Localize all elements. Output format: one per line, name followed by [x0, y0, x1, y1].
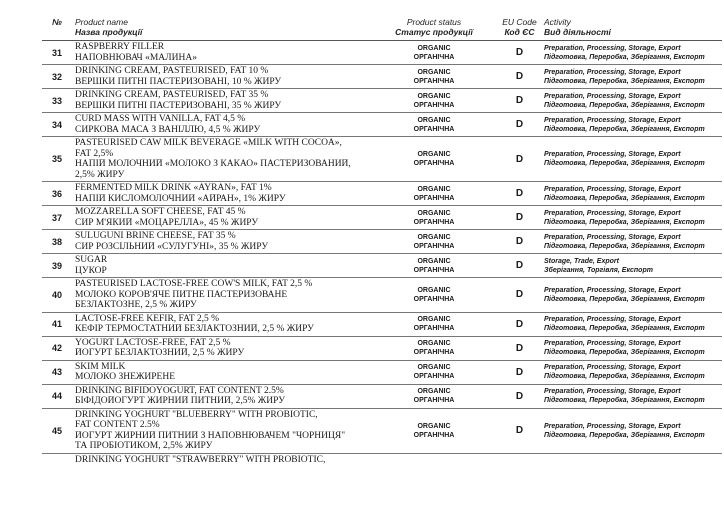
activity	[541, 408, 722, 453]
product-status-line: ORGANIC	[417, 151, 451, 158]
activity	[541, 113, 722, 137]
eu-code: D	[498, 89, 541, 113]
product-status-line: ОРГАНІЧНА	[413, 194, 455, 202]
product-name	[72, 182, 370, 206]
product-name-line: НАПОВНЮВАЧ «МАЛИНА»	[75, 52, 197, 63]
activity-line: Preparation, Processing, Storage, Export	[544, 233, 681, 241]
product-name-line: СИРКОВА МАСА З ВАНІЛЛЮ, 4,5 % ЖИРУ	[75, 124, 261, 135]
table-row	[42, 206, 722, 230]
eu-code: D	[498, 41, 541, 65]
product-status-line: ORGANIC	[417, 422, 451, 430]
table-body	[42, 41, 722, 467]
row-number: 33	[42, 89, 72, 113]
product-name-line: БЕЗЛАКТОЗНЕ, 2,5 % ЖИРУ	[75, 300, 197, 310]
product-name-line: YOGURT LACTOSE-FREE, FAT 2,5 %	[75, 337, 231, 348]
product-name-line: SUGAR	[75, 255, 108, 265]
activity-line: Preparation, Processing, Storage, Export	[544, 185, 681, 193]
activity	[541, 453, 722, 466]
product-status	[370, 312, 498, 336]
activity-line: Preparation, Processing, Storage, Export	[544, 92, 681, 100]
header-product-name	[72, 15, 370, 41]
table-header-row	[42, 15, 722, 41]
activity-line: Підготовка, Переробка, Зберігання, Експорт	[544, 431, 705, 439]
product-name-line: НАПІЙ МОЛОЧНИЙ «МОЛОКО З КАКАО» ПАСТЕРИЗОВАНИЙ,	[75, 159, 351, 169]
row-number: 38	[42, 230, 72, 254]
activity	[541, 41, 722, 65]
product-status	[370, 113, 498, 137]
product-status-line: ОРГАНІЧНА	[413, 349, 455, 356]
product-name-line: КЕФІР ТЕРМОСТАТНИЙ БЕЗЛАКТОЗНИЙ, 2,5 % ЖИРУ	[75, 324, 314, 334]
product-status-line: ORGANIC	[417, 233, 451, 241]
product-status-line: ОРГАНІЧНА	[413, 77, 455, 85]
eu-code: D	[498, 206, 541, 230]
product-name	[72, 312, 370, 336]
product-name-line: МОЛОКО КОРОВ'ЯЧЕ ПИТНЕ ПАСТЕРИЗОВАНЕ	[75, 289, 288, 300]
product-name-line: RASPBERRY FILLER	[75, 42, 165, 52]
product-status	[370, 360, 498, 384]
activity	[541, 360, 722, 384]
table-row	[42, 230, 722, 254]
row-number: 32	[42, 65, 72, 89]
activity-line: Підготовка, Переробка, Зберігання, Експорт	[544, 325, 705, 332]
product-status-line: ORGANIC	[417, 257, 451, 265]
activity	[541, 89, 722, 113]
table-row	[42, 360, 722, 384]
activity-line: Preparation, Processing, Storage, Export	[544, 68, 681, 76]
eu-code: D	[498, 65, 541, 89]
product-name-line: SULUGUNI BRINE CHEESE, FAT 35 %	[75, 231, 236, 241]
activity-line: Підготовка, Переробка, Зберігання, Експорт	[544, 77, 705, 85]
product-status	[370, 89, 498, 113]
activity-line: Preparation, Processing, Storage, Export	[544, 116, 681, 124]
table-row	[42, 182, 722, 206]
product-status-line: ORGANIC	[417, 116, 451, 124]
header-eu-code	[498, 15, 541, 41]
activity-line: Підготовка, Переробка, Зберігання, Експорт	[544, 125, 705, 133]
activity-line: Підготовка, Переробка, Зберігання, Експорт	[544, 349, 705, 356]
eu-code: D	[498, 137, 541, 182]
activity-line: Підготовка, Переробка, Зберігання, Експорт	[544, 194, 705, 202]
activity	[541, 137, 722, 182]
product-name-line: FERMENTED MILK DRINK «AYRAN», FAT 1%	[75, 183, 272, 193]
activity-line: Preparation, Processing, Storage, Export	[544, 286, 681, 294]
product-name	[72, 408, 370, 453]
product-name	[72, 206, 370, 230]
product-status-line: ОРГАНІЧНА	[413, 397, 455, 404]
product-name-line: SKIM MILK	[75, 361, 126, 372]
product-name	[72, 453, 370, 466]
row-number: 41	[42, 312, 72, 336]
activity-line: Preparation, Processing, Storage, Export	[544, 151, 681, 158]
product-name	[72, 113, 370, 137]
table-row	[42, 336, 722, 360]
product-status-line: ORGANIC	[417, 364, 451, 371]
table-row	[42, 113, 722, 137]
product-status-line: ORGANIC	[417, 185, 451, 193]
product-status-line: ORGANIC	[417, 340, 451, 347]
table-row	[42, 408, 722, 453]
activity-line: Зберігання, Торгівля, Експорт	[544, 266, 653, 274]
eu-code: D	[498, 278, 541, 313]
eu-code: D	[498, 230, 541, 254]
activity-line: Preparation, Processing, Storage, Export	[544, 316, 681, 323]
eu-code: D	[498, 408, 541, 453]
product-name-line: ЦУКОР	[75, 265, 107, 276]
product-name-line: MOZZARELLA SOFT CHEESE, FAT 45 %	[75, 207, 246, 217]
product-status	[370, 278, 498, 313]
product-name-line: DRINKING BIFIDOYOGURT, FAT CONTENT 2.5%	[75, 385, 284, 396]
row-number: 39	[42, 254, 72, 278]
activity-line: Storage, Trade, Export	[544, 257, 619, 265]
row-number: 43	[42, 360, 72, 384]
header-num: №	[42, 15, 72, 41]
product-status-line: ОРГАНІЧНА	[413, 266, 455, 274]
header-activity-uk: Вид діяльності	[544, 27, 611, 37]
activity	[541, 336, 722, 360]
activity	[541, 230, 722, 254]
product-status-line: ОРГАНІЧНА	[413, 160, 455, 167]
product-name	[72, 89, 370, 113]
header-activity	[541, 15, 722, 41]
product-name-line: ВЕРШКИ ПИТНІ ПАСТЕРИЗОВАНІ, 35 % ЖИРУ	[75, 100, 282, 111]
product-status	[370, 254, 498, 278]
eu-code: D	[498, 254, 541, 278]
table-row-partial	[42, 453, 722, 466]
product-name-line: ВЕРШКИ ПИТНІ ПАСТЕРИЗОВАНІ, 10 % ЖИРУ	[75, 76, 282, 87]
product-name-line: LACTOSE-FREE KEFIR, FAT 2,5 %	[75, 313, 220, 324]
header-activity-en: Activity	[544, 17, 571, 27]
product-status-line: ОРГАНІЧНА	[413, 295, 455, 303]
eu-code: D	[498, 384, 541, 408]
product-status-line: ОРГАНІЧНА	[413, 101, 455, 109]
product-status-line: ОРГАНІЧНА	[413, 125, 455, 133]
activity-line: Preparation, Processing, Storage, Export	[544, 340, 681, 347]
product-status-line: ORGANIC	[417, 209, 451, 217]
eu-code: D	[498, 360, 541, 384]
activity-line: Підготовка, Переробка, Зберігання, Експорт	[544, 218, 705, 226]
product-name	[72, 65, 370, 89]
eu-code: D	[498, 182, 541, 206]
product-status	[370, 182, 498, 206]
product-name-line: СИР М'ЯКИЙ «МОЦАРЕЛЛА», 45 % ЖИРУ	[75, 217, 259, 228]
product-name-line: ЙОГУРТ ЖИРНИЙ ПИТНИЙ З НАПОВНЮВАЧЕМ "ЧОРНИЦЯ"	[75, 430, 346, 441]
product-name	[72, 254, 370, 278]
product-name-line: DRINKING CREAM, PASTEURISED, FAT 10 %	[75, 66, 269, 76]
activity-line: Підготовка, Переробка, Зберігання, Експорт	[544, 160, 705, 167]
product-status-line: ORGANIC	[417, 44, 451, 52]
table-row	[42, 65, 722, 89]
product-status	[370, 206, 498, 230]
header-eu-en: EU Code	[502, 17, 537, 27]
product-status	[370, 408, 498, 453]
product-name-line: PASTEURISED LACTOSE-FREE COW'S MILK, FAT 2,5 %	[75, 279, 313, 289]
product-status-line: ОРГАНІЧНА	[413, 218, 455, 226]
product-status	[370, 65, 498, 89]
product-name	[72, 41, 370, 65]
product-status-line: ОРГАНІЧНА	[413, 242, 455, 250]
product-name-line: СИР РОЗСІЛЬНИЙ «СУЛУГУНІ», 35 % ЖИРУ	[75, 241, 269, 252]
row-number: 40	[42, 278, 72, 313]
product-status-line: ORGANIC	[417, 286, 451, 294]
table-row	[42, 41, 722, 65]
product-name-line: ТА ПРОБІОТИКОМ, 2,5% ЖИРУ	[75, 441, 213, 451]
product-name-line: 2,5% ЖИРУ	[75, 169, 125, 180]
activity-line: Підготовка, Переробка, Зберігання, Експорт	[544, 397, 705, 404]
activity-line: Підготовка, Переробка, Зберігання, Експорт	[544, 101, 705, 109]
product-status-line: ORGANIC	[417, 68, 451, 76]
activity	[541, 384, 722, 408]
product-status-line: ОРГАНІЧНА	[413, 53, 455, 61]
activity-line: Preparation, Processing, Storage, Export	[544, 44, 681, 52]
table-row	[42, 384, 722, 408]
row-number: 35	[42, 137, 72, 182]
row-number: 36	[42, 182, 72, 206]
activity	[541, 206, 722, 230]
row-number: 42	[42, 336, 72, 360]
activity-line: Підготовка, Переробка, Зберігання, Експорт	[544, 242, 705, 250]
header-product-status	[370, 15, 498, 41]
table-row	[42, 89, 722, 113]
product-status	[370, 453, 498, 466]
row-number: 31	[42, 41, 72, 65]
table-row	[42, 137, 722, 182]
activity	[541, 278, 722, 313]
product-name-line: FAT CONTENT 2.5%	[75, 420, 160, 430]
header-eu-uk: Код ЄС	[504, 27, 535, 37]
eu-code	[498, 453, 541, 466]
row-number	[42, 453, 72, 466]
product-name	[72, 278, 370, 313]
product-status-line: ORGANIC	[417, 92, 451, 100]
product-name	[72, 137, 370, 182]
activity-line: Підготовка, Переробка, Зберігання, Експорт	[544, 53, 705, 61]
product-status-line: ОРГАНІЧНА	[413, 325, 455, 332]
activity-line: Preparation, Processing, Storage, Export	[544, 388, 681, 395]
row-number: 34	[42, 113, 72, 137]
product-name-line: DRINKING YOGHURT "BLUEBERRY" WITH PROBIOTIC,	[75, 409, 318, 420]
product-name	[72, 360, 370, 384]
product-status-line: ОРГАНІЧНА	[413, 373, 455, 380]
header-status-en: Product status	[406, 17, 462, 27]
product-status	[370, 41, 498, 65]
product-name	[72, 336, 370, 360]
activity-line: Preparation, Processing, Storage, Export	[544, 422, 681, 430]
activity	[541, 312, 722, 336]
product-status	[370, 384, 498, 408]
product-name-line: БІФІДОЙОГУРТ ЖИРНИЙ ПИТНИЙ, 2,5% ЖИРУ	[75, 396, 285, 406]
product-table	[42, 15, 722, 466]
header-name-uk: Назва продукції	[75, 27, 143, 37]
eu-code: D	[498, 113, 541, 137]
product-status-line: ОРГАНІЧНА	[413, 431, 455, 439]
activity-line: Підготовка, Переробка, Зберігання, Експорт	[544, 295, 705, 303]
eu-code: D	[498, 312, 541, 336]
product-status	[370, 336, 498, 360]
row-number: 37	[42, 206, 72, 230]
product-status	[370, 137, 498, 182]
activity-line: Preparation, Processing, Storage, Export	[544, 364, 681, 371]
product-status	[370, 230, 498, 254]
product-name-line: CURD MASS WITH VANILLA, FAT 4,5 %	[75, 114, 246, 124]
product-name	[72, 230, 370, 254]
table-row	[42, 254, 722, 278]
activity-line: Preparation, Processing, Storage, Export	[544, 209, 681, 217]
product-name-line: НАПІЙ КИСЛОМОЛОЧНИЙ «АЙРАН», 1% ЖИРУ	[75, 193, 286, 204]
product-name-line: FAT 2,5%	[75, 148, 114, 159]
table-row	[42, 312, 722, 336]
row-number: 45	[42, 408, 72, 453]
product-name	[72, 384, 370, 408]
header-name-en: Product name	[75, 17, 128, 27]
activity	[541, 254, 722, 278]
product-name-line: МОЛОКО ЗНЕЖИРЕНЕ	[75, 372, 176, 382]
product-name-line: DRINKING CREAM, PASTEURISED, FAT 35 %	[75, 90, 269, 100]
activity-line: Підготовка, Переробка, Зберігання, Експорт	[544, 373, 705, 380]
product-name-line: PASTEURISED CAW MILK BEVERAGE «MILK WITH COCOA»,	[75, 138, 342, 148]
product-status-line: ORGANIC	[417, 388, 451, 395]
product-status-line: ORGANIC	[417, 316, 451, 323]
activity	[541, 65, 722, 89]
header-status-uk: Статус продукції	[395, 27, 473, 37]
product-name-line: ЙОГУРТ БЕЗЛАКТОЗНИЙ, 2,5 % ЖИРУ	[75, 348, 245, 358]
row-number: 44	[42, 384, 72, 408]
activity	[541, 182, 722, 206]
product-name-line: DRINKING YOGHURT "STRAWBERRY" WITH PROBIOTIC,	[75, 454, 326, 465]
eu-code: D	[498, 336, 541, 360]
table-row	[42, 278, 722, 313]
